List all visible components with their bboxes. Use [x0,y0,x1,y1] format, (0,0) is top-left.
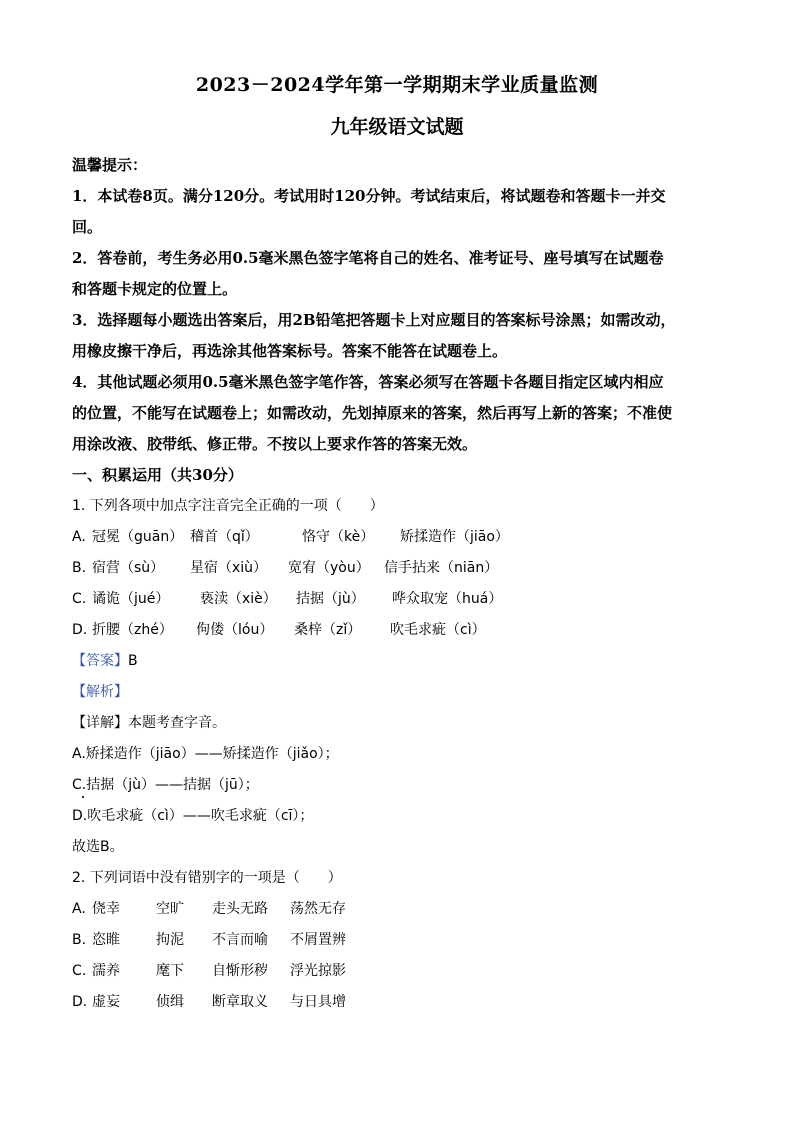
q1-option-d [72,615,722,646]
option-word: 虚妄 [92,994,120,1010]
detail-text: 本题考查字音。 [128,715,226,731]
option-word: 麾下 [156,963,184,979]
option-word: 荡然无存 [290,901,346,917]
stray-mark [82,796,84,798]
option-word: 走头无路 [212,901,268,917]
notice-line: 用涂改液、胶带纸、修正带。不按以上要求作答的答案无效。 [72,435,478,453]
detail-tag: 【详解】 [72,715,128,731]
option-word: 冠冕（guān） [92,529,184,545]
explanation-line: 故选B。 [72,839,124,855]
section-heading: 一、积累运用（共30分） [72,466,243,484]
option-word: 不屑置辨 [290,932,346,948]
option-word: 恪守（kè） [302,529,375,545]
question-2-stem: 2. 下列词语中没有错别字的一项是（ ） [72,870,342,886]
question-1-stem: 1. 下列各项中加点字注音完全正确的一项（ ） [72,498,384,514]
exam-subtitle: 九年级语文试题 [330,116,464,138]
notice-line: 的位置，不能写在试题卷上；如需改动，先划掉原来的答案，然后再写上新的答案；不准使 [72,404,673,422]
q2-option-b [72,925,722,956]
answer-value: B [128,653,138,669]
q2-option-d [72,987,722,1018]
notice-line: 回。 [72,218,103,236]
notice-line: 1．本试卷8页。满分120分。考试用时120分钟。考试结束后，将试题卷和答题卡一并交 [72,187,666,205]
option-word: 浮光掠影 [290,963,346,979]
notice-line: 2．答卷前，考生务必用0.5毫米黑色签字笔将自己的姓名、准考证号、座号填写在试题卷 [72,249,664,267]
notice-line: 4．其他试题必须用0.5毫米黑色签字笔作答，答案必须写在答题卡各题目指定区域内相应 [72,373,664,391]
option-word: 吹毛求疵（cì） [390,622,486,638]
option-word: 恣睢 [92,932,120,948]
explanation-line: A.矫揉造作（jiāo）——矫揉造作（jiǎo）； [72,746,339,762]
option-word: 断章取义 [212,994,268,1010]
exam-title: 2023－2024学年第一学期期末学业质量监测 [195,74,599,96]
option-word: 与日具增 [290,994,346,1010]
answer-tag: 【答案】 [72,653,128,669]
option-word: 侦缉 [156,994,184,1010]
option-label: A. [72,901,86,917]
page-content [72,150,722,1018]
option-word: 空旷 [156,901,184,917]
q1-option-b [72,553,722,584]
answer-line [72,646,722,677]
notice-line: 用橡皮擦干净后，再选涂其他答案标号。答案不能答在试题卷上。 [72,342,508,360]
option-label: C. [72,591,87,607]
option-word: 信手拈来（niān） [384,560,499,576]
option-word: 自惭形秽 [212,963,268,979]
notice-line: 和答题卡规定的位置上。 [72,280,238,298]
explanation-line: D.吹毛求疵（cì）——吹毛求疵（cī）； [72,808,314,824]
option-label: B. [72,932,87,948]
notice-heading: 温馨提示： [72,156,148,174]
option-word: 拘泥 [156,932,184,948]
explanation-line: C.拮据（jù）——拮据（jū）； [72,777,259,793]
option-word: 侥幸 [92,901,120,917]
analysis-tag: 【解析】 [72,684,128,700]
option-word: 佝偻（lóu） [196,622,274,638]
option-label: B. [72,560,87,576]
option-label: C. [72,963,87,979]
option-label: A. [72,529,86,545]
option-word: 不言而喻 [212,932,268,948]
option-word: 亵渎（xiè） [200,591,277,607]
detail-line [72,708,722,739]
q2-option-a [72,894,722,925]
notice-line: 3．选择题每小题选出答案后，用2B铅笔把答题卡上对应题目的答案标号涂黑；如需改动， [72,311,676,329]
q2-option-c [72,956,722,987]
option-word: 稽首（qǐ） [190,529,259,545]
option-word: 哗众取宠（huá） [392,591,503,607]
option-word: 桑梓（zǐ） [294,622,362,638]
option-word: 宿营（sù） [92,560,165,576]
q1-option-c [72,584,722,615]
option-word: 宽宥（yòu） [288,560,370,576]
option-word: 星宿（xiù） [190,560,268,576]
analysis-line [72,677,722,708]
option-word: 折腰（zhé） [92,622,173,638]
option-word: 拮据（jù） [296,591,365,607]
option-word: 谲诡（jué） [92,591,170,607]
option-word: 濡养 [92,963,120,979]
option-label: D. [72,994,88,1010]
option-word: 矫揉造作（jiāo） [400,529,509,545]
q1-option-a [72,522,722,553]
option-label: D. [72,622,88,638]
